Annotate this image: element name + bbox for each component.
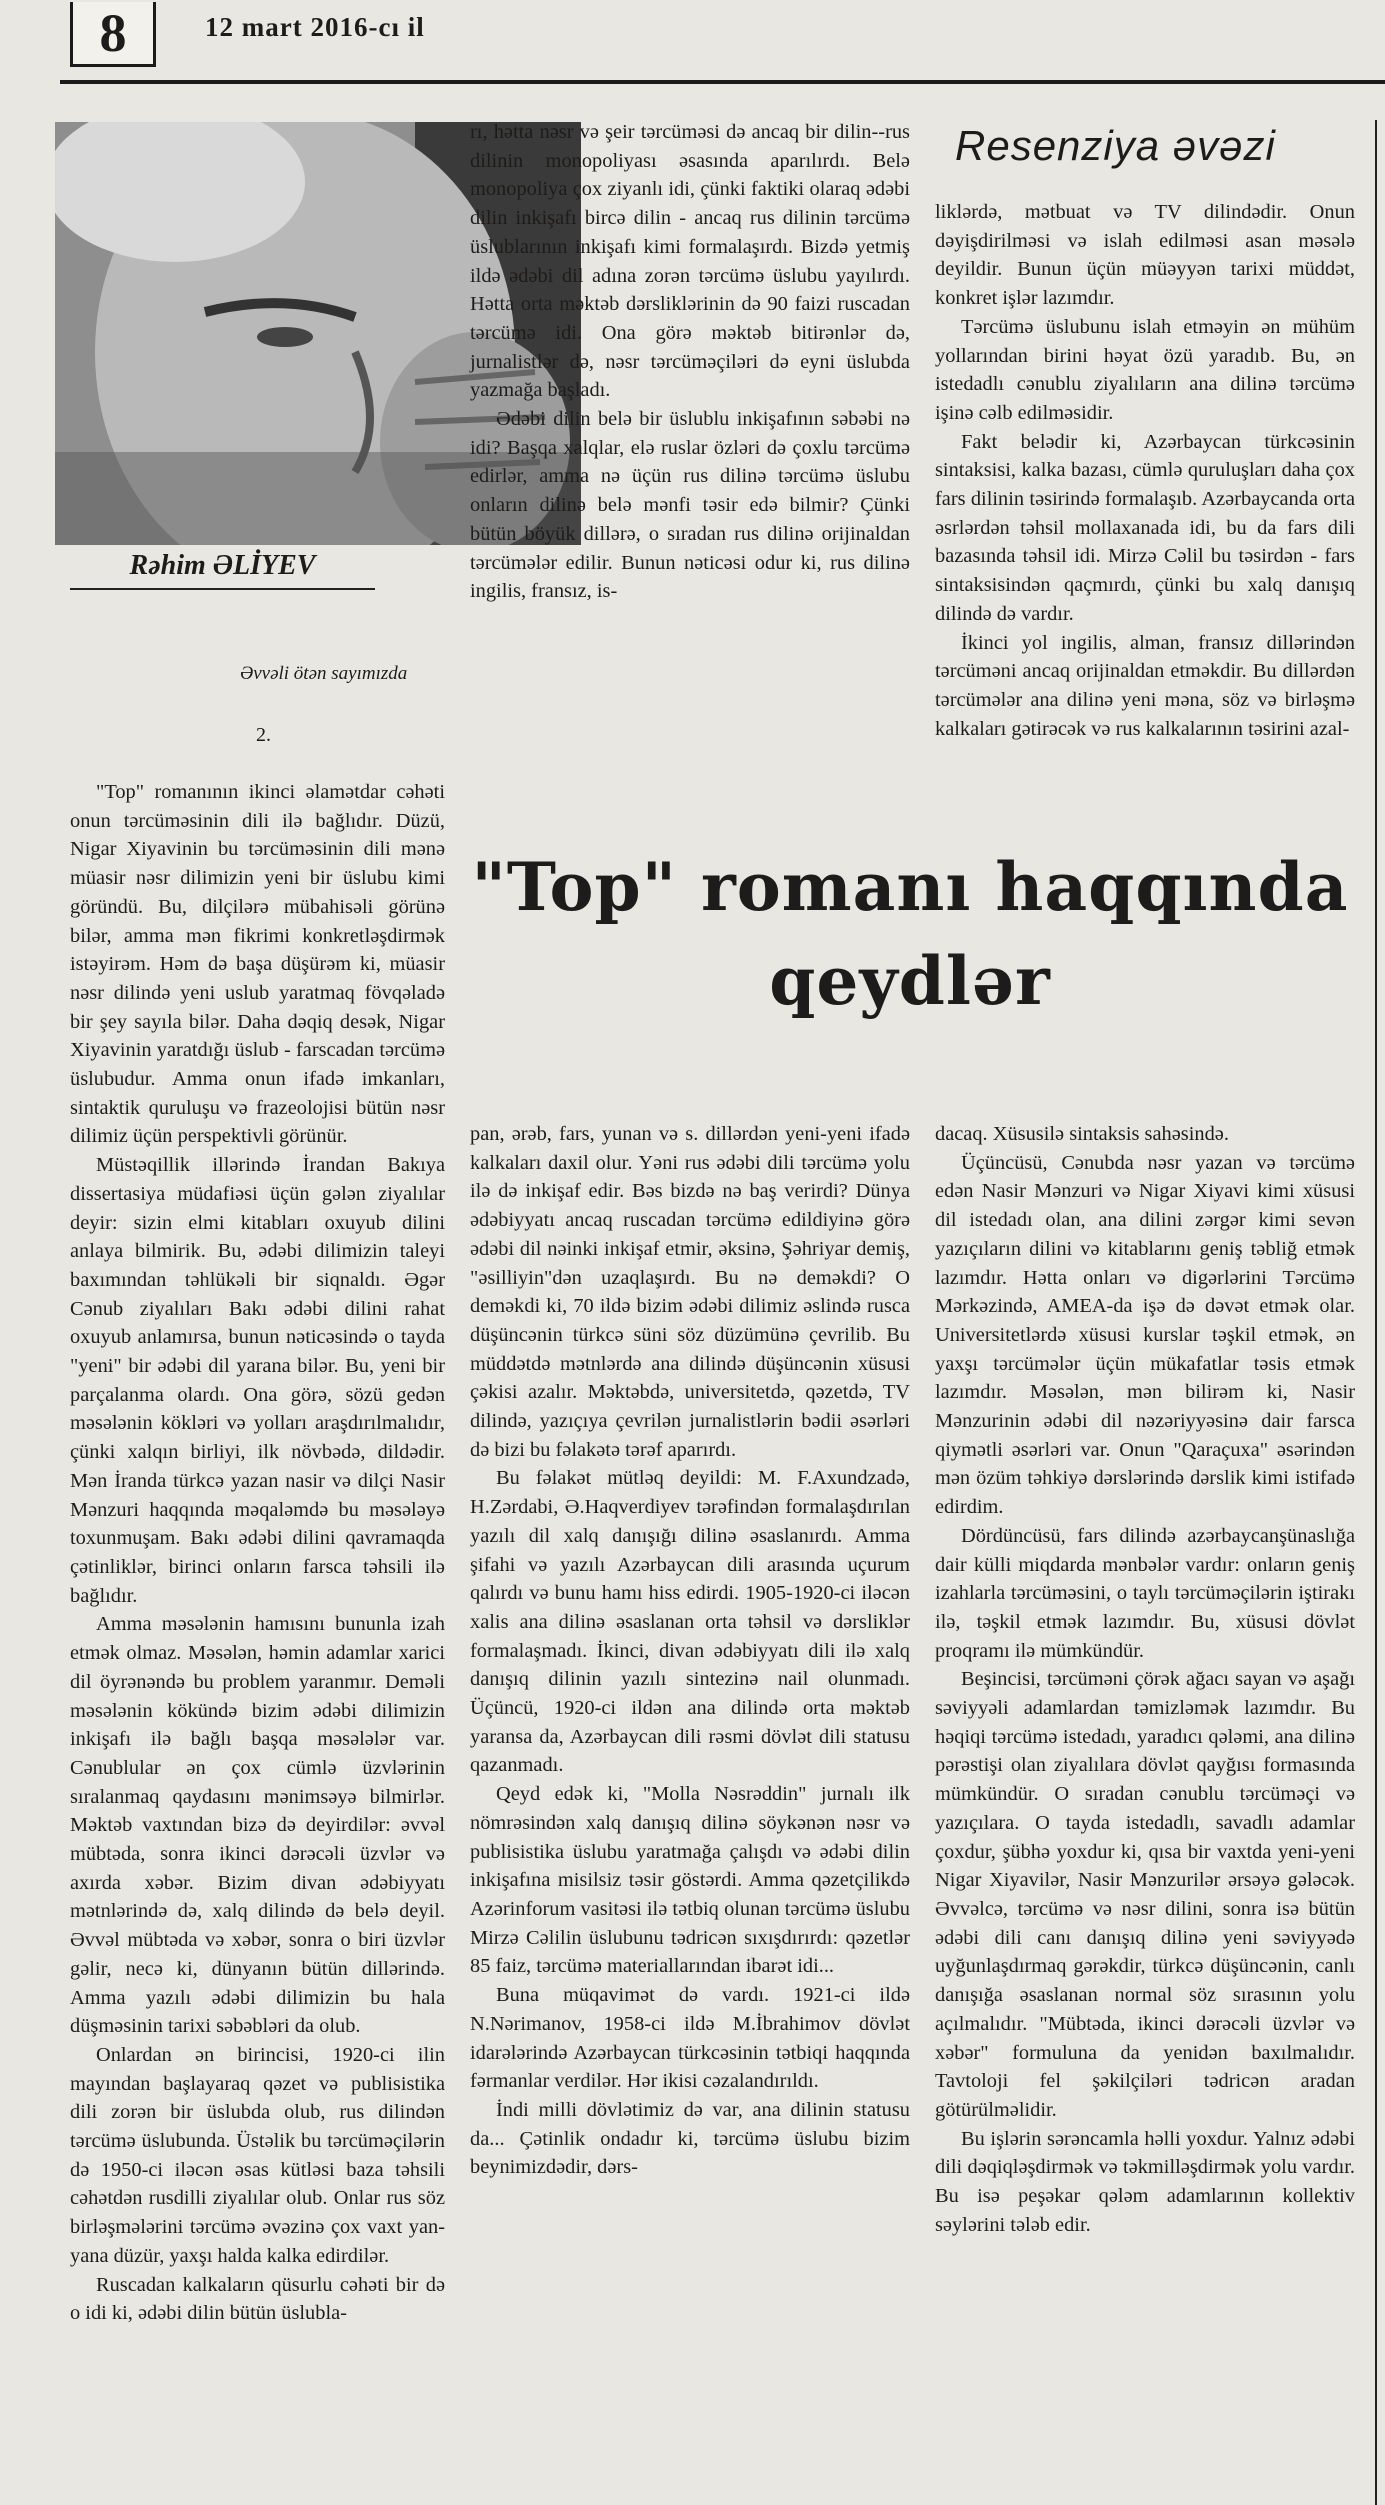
column-rule bbox=[1375, 120, 1377, 2505]
paragraph: Ədəbi dilin belə bir üslublu inkişafının səbəbi nə idi? Başqa xalqlar, elə ruslar özləri də çoxlu tərcümə edirlər, amma nə üçün rus dilinə tərcümə üslubu onların dilinə belə mənfi təsir edə bilmir? Çünki bütün böyük dillərə, o sıradan rus dilinə orijinaldan tərcümələr edilir. Bunun nəticəsi odur ki, rus dilinə ingilis, fransız, is- bbox=[470, 408, 910, 603]
headline: "Top" romanı haqqında qeydlər bbox=[471, 848, 1349, 1020]
column-3-top bbox=[935, 198, 1355, 743]
continued-note: Əvvəli ötən sayımızda bbox=[240, 663, 408, 684]
paragraph: dacaq. Xüsusilə sintaksis sahəsində. bbox=[935, 1123, 1229, 1145]
section-number: 2. bbox=[256, 724, 271, 746]
paragraph: Bu fəlakət mütləq deyildi: M. F.Axundzadə, H.Zərdabi, Ə.Haqverdiyev tərəfindən formalaşdırılan yazılı dil xalq danışığı dilinə əsaslanırdı. Amma şifahi və yazılı Azərbaycan dili arasında uçurum qalırdı və bunu hamı hiss edirdi. 1905-1920-ci iləcən xalis ana dilinə əsaslanan orta təhsil və dərsliklər formalaşmadı. İkinci, divan ədəbiyyatı dili ilə xalq danışıq dilinin yazılı sintezinə nail olunmadı. Üçüncü, 1920-ci ildən ana dilində orta məktəb yaransa da, Azərbaycan dili rəsmi dövlət dili statusu qazanmadı. bbox=[470, 1467, 910, 1777]
paragraph: Amma məsələnin hamısını bununla izah etmək olmaz. Məsələn, həmin adamlar xarici dil öyrənəndə bu problem yaranmır. Deməli məsələnin kökündə bizim ədəbi dilimizin inkişafı ilə bağlı başqa məsələlər var. Cənublular ən çox cümlə üzvlərinin sıralanmaq qaydasını mənimsəyə bilmirlər. Məktəb vaxtından bizə də deyirdilər: əvvəl mübtəda, sonra ikinci dərəcəli üzvlər və axırda xəbər. Bizim divan ədəbiyyatı mətnlərində də, xalq dilində də belə deyil. Əvvəl mübtəda və xəbər, sonra o biri üzvlər gəlir, necə ki, dünyanın bütün dillərində. Amma yazılı ədəbi dilimizin bu hala düşməsinin tarixi səbəbləri da olub. bbox=[70, 1613, 445, 2038]
author-name: Rəhim ƏLİYEV bbox=[70, 550, 375, 590]
paragraph: Beşincisi, tərcüməni çörək ağacı sayan və aşağı səviyyəli adamlardan təmizləmək lazımdır. Bu həqiqi tərcümə istedadı, yaradıcı qələmi, ana dilinə pərəstişi olan ziyalılara dövlət qayğısı formasında mümkündür. O sıradan cənublu tərcüməçi və yazıçılara. O tayda istedadlı, savadlı adamlar çoxdur, şübhə yoxdur ki, qısa bir vaxtda yeni-yeni Nigar Xiyavilər, Nasir Mənzurilər ərsəyə gələcək. Əvvəlcə, tərcümə və nəsr dilini, sonra isə bütün ədəbi dili canı danışıq dilinə yeni səviyyədə uyğunlaşdırmaq gərəkdir, türkcə düşüncənin, canlı danışığa əsaslanan normal söz sırasının yolu açılmalıdır. "Mübtəda, ikinci dərəcəli üzvlər və xəbər" formuluna da yenidən baxılmalıdır. Tavtoloji fel şəkilçiləri tədricən aradan götürülməlidir. bbox=[935, 1668, 1355, 2121]
header-rule bbox=[60, 80, 1385, 84]
column-3-bottom bbox=[935, 1120, 1355, 2239]
paragraph: Onlardan ən birincisi, 1920-ci ilin mayından başlayaraq qəzet və publisistika dili zorən bir üslubda olub, rus dilindən tərcümə üslubunda. Üstəlik bu tərcüməçilərin də 1950-ci iləcən əsas kütləsi baza təhsili cəhətdən rusdilli ziyalılar olub. Onlar rus söz birləşmələrini tərcümə əvəzinə çox vaxt yan-yana düzür, yaxşı halda kalka edirdilər. bbox=[70, 2043, 445, 2267]
paragraph: pan, ərəb, fars, yunan və s. dillərdən yeni-yeni ifadə kalkaları daxil olur. Yəni rus ədəbi dili tərcümə yolu ilə də inkişaf edir. Bəs bizdə nə baş verirdi? Dünya ədəbiyyatı ancaq ruscadan tərcümə edildiyinə görə ədəbi dil nəinki inkişaf etmir, əksinə, Şəhriyar demiş, "əsilliyin"dən uzaqlaşırdı. Bu nə deməkdi? O deməkdi ki, 70 ildə bizim ədəbi dilimiz əslində rusca düşüncənin türkcə süni söz düzümünə çevrilib. Bu müddətdə mətnlərdə ana dilində düşüncənin xüsusi çəkisi azalır. Məktəbdə, universitetdə, qəzetdə, TV dilində, yazıçıya çevrilən jurnalistlərin bədii əsərləri də bizi bu fəlakətə tərəf aparırdı. bbox=[470, 1123, 910, 1461]
paragraph: Dördüncüsü, fars dilində azərbaycanşünaslığa dair külli miqdarda mənbələr vardır: onların geniş izahlarla tərcüməsini, o taylı tərcüməçilərin iştirakı ilə, təşkil etmək lazımdır. Bu, xüsusi dövlət proqramı ilə mümkündür. bbox=[935, 1524, 1355, 1662]
paragraph: Üçüncüsü, Cənubda nəsr yazan və tərcümə edən Nasir Mənzuri və Nigar Xiyavi kimi xüsusi dil istedadı olan, ana dilini zərgər kimi sevən yazıçıların dilini və kitablarını geniş təbliğ etmək lazımdır. Hətta onları və digərlərini Tərcümə Mərkəzində, AMEA-da işə də dəvət etmək olar. Universitetlərdə xüsusi kurslar təşkil etmək, ən yaxşı tərcümələr üçün mükafatlar təsis etmək lazımdır. Məsələn, mən bilirəm ki, Nasir Mənzurinin ədəbi dil nəzəriyyəsinə dair farsca qiymətli əsərləri var. Onun "Qaraçuxa" əsərindən mən özüm təhkiyə dərslərində dərslik kimi istifadə edirdim. bbox=[935, 1151, 1355, 1519]
paragraph: Tərcümə üslubunu islah etməyin ən mühüm yollarından birini həyat özü yaradıb. Bu, ən istedadlı cənublu ziyalıların ana dilinə tərcümə işinə cəlb edilməsidir. bbox=[935, 315, 1355, 424]
page-number: 8 bbox=[70, 2, 156, 67]
rubric-label: Resenziya əvəzi bbox=[955, 122, 1276, 169]
paragraph: rı, hətta nəsr və şeir tərcüməsi də ancaq bir dilin--rus dilinin monopoliyası əsasında aparılırdı. Belə monopoliya çox ziyanlı idi, çünki faktiki olaraq ədəbi dilin inkişafı birсə dilin - ancaq rus dilinin tərcümə üslublarının inkişafı kimi formalaşırdı. Bizdə yetmiş ildə ədəbi dil adına zorən tərcümə üslubu yayılırdı. Hətta orta məktəb dərsliklərinin də 90 faizi ruscadan tərcümə idi. Ona görə məktəb bitirənlər də, jurnalistlər də, nəsr tərcüməçiləri də eyni üslubda yazmağa başladı. bbox=[470, 121, 910, 402]
paragraph: Bu işlərin sərəncamla həlli yoxdur. Yalnız ədəbi dili dəqiqləşdirmək və təkmilləşdirmək yolu vardır. Bu isə peşəkar qələm adamlarının kollektiv səylərini tələb edir. bbox=[935, 2127, 1355, 2236]
paragraph: Ruscadan kalkaların qüsurlu cəhəti bir də o idi ki, ədəbi dilin bütün üslubla- bbox=[70, 2273, 445, 2325]
paragraph: "Top" romanının ikinci əlamətdar cəhəti onun tərcüməsinin dili ilə bağlıdır. Düzü, Nigar Xiyavinin bu tərcüməsinin dili mənə müasir nəsr dilimizin yeni bir üslubu kimi göründü. Bu, dilçilərə mübahisəli görünə bilər, amma mən fikrimi konkretləşdirmək istəyirəm. Həm də başa düşürəm ki, müasir nəsr dilində yeni uslub yaratmaq fövqəladə bir şey sayıla bilər. Daha dəqiq desək, Nigar Xiyavinin yaratdığı üslub - farscadan tərcümə üslubudur. Amma onun ifadə imkanları, sintaktik quruluşu və frazeolojisi bütün nəsr dilimiz üçün perspektivli görünür. bbox=[70, 781, 445, 1148]
issue-date: 12 mart 2016-cı il bbox=[205, 12, 425, 42]
paragraph: Fakt belədir ki, Azərbaycan türkcəsinin sintaksisi, kalka bazası, cümlə quruluşları daha çox fars dilinin təsirində formalaşıb. Azərbaycanda orta əsrlərdən təhsil mollaxanada idi, bu da fars dili bazasında təhsil idi. Mirzə Cəlil bu təsirdən - fars sintaksisindən qaçmırdı, çünki bu xalq danışıq dilində də vardır. bbox=[935, 430, 1355, 625]
paragraph: İkinci yol ingilis, alman, fransız dillərindən tərcüməni ancaq orijinaldan etməkdir. Bu dillərdən tərcümələr ana dilinə yeni məna, söz və birləşmə kalkaları gətirəcək və rus kalkalarının təsirini azal- bbox=[935, 631, 1355, 740]
paragraph: Buna müqavimət də vardı. 1921-ci ildə N.Nərimanov, 1958-ci ildə M.İbrahimov dövlət idarələrində Azərbaycan türkcəsinin tətbiqi haqqında fərmanlar verdilər. Hər ikisi cəzalandırıldı. bbox=[470, 1984, 910, 2093]
column-2-bottom bbox=[470, 1120, 910, 2182]
paragraph: Müstəqillik illərində İrandan Bakıya dissertasiya müdafiəsi üçün gələn ziyalılar deyir: sizin elmi kitabları oxuyub dilini anlaya bilmirik. Bu, ədəbi dilimizin taleyi baxımından təhlükəli bir siqnaldı. Əgər Cənub ziyalıları Bakı ədəbi dilini rahat oxuyub anlamırsa, bunun nəticəsində o tayda "yeni" bir ədəbi dil yarana bilər. Bu, yeni bir parçalanma olardı. Ona görə, sözü gedən məsələnin kökləri və yolları araşdırılmalıdır, çünki xalqın birliyi, ilk növbədə, dildədir. Mən İranda türkcə yazan nasir və dilçi Nasir Mənzuri haqqında məqaləmdə bu məsələyə toxunmuşam. Bakı ədəbi dilini qavramaqda çətinliklər, birinci onların farsca təhsili ilə bağlıdır. bbox=[70, 1154, 445, 1607]
paragraph: İndi milli dövlətimiz də var, ana dilinin statusu da... Çətinlik ondadır ki, tərcümə üslubu bizim beynimizdədir, dərs- bbox=[470, 2098, 910, 2179]
paragraph: Qeyd edək ki, "Molla Nəsrəddin" jurnalı ilk nömrəsindən xalq danışıq dilinə söykənən nəsr və publisistika üslubu yaratmağa çalışdı və ədəbi dilin inkişafına misilsiz təsir göstərdi. Amma qəzetçilikdə Azərinforum vasitəsi ilə tətbiq olunan tərcümə üslubu Mirzə Cəlilin üslubunu tədricən sıxışdırırdı: qəzetlər 85 faiz, tərcümə materiallarından ibarət idi... bbox=[470, 1783, 910, 1978]
paragraph: liklərdə, mətbuat və TV dilindədir. Onun dəyişdirilməsi və islah edilməsi asan məsələ deyildir. Bunun üçün müəyyən tarixi müddət, konkret işlər lazımdır. bbox=[935, 201, 1355, 310]
column-1 bbox=[70, 778, 445, 2328]
column-2-top bbox=[470, 118, 910, 606]
